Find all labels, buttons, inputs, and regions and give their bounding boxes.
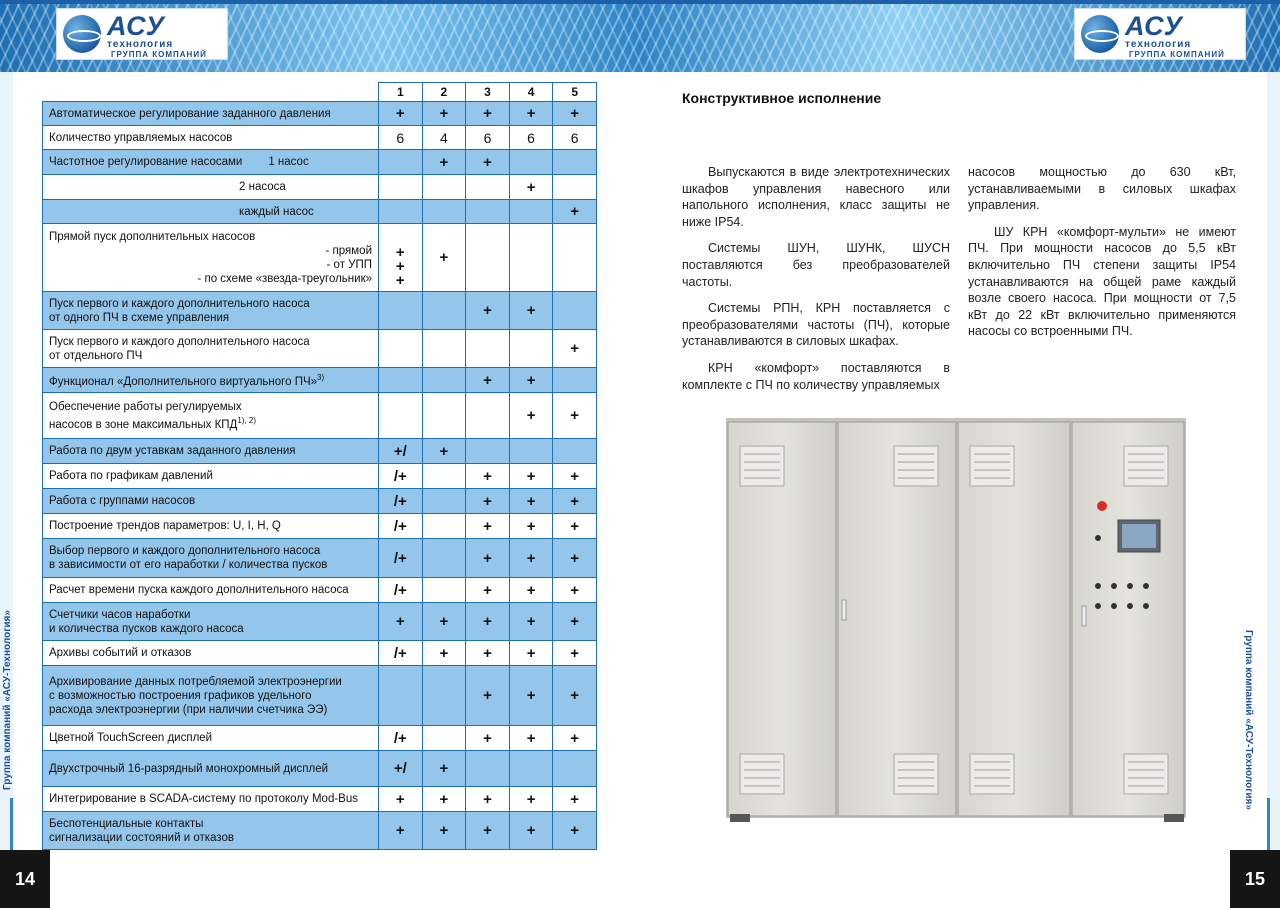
row-label (43, 330, 379, 368)
row-label (43, 539, 379, 578)
row-sublabel: 1 насос (268, 156, 309, 168)
row-value (509, 150, 553, 175)
row-value (422, 368, 466, 393)
row-value (422, 489, 466, 514)
row-value: /+ (379, 514, 423, 539)
row-value: + (509, 812, 553, 850)
column-header: 5 (553, 83, 597, 102)
row-label-text: Беспотенциальные контакты (49, 817, 204, 830)
header-top-bar (0, 0, 1280, 4)
row-value: + (553, 726, 597, 751)
table-row (43, 126, 597, 150)
row-value: + (509, 539, 553, 578)
row-value (553, 292, 597, 330)
table-row (43, 514, 597, 539)
row-label-text: Прямой пуск дополнительных насосов (49, 230, 256, 243)
table-row (43, 368, 597, 393)
table-row (43, 787, 597, 812)
row-sublabel: - от УПП (326, 258, 372, 271)
row-value (422, 539, 466, 578)
row-value: + (553, 489, 597, 514)
row-value: + + + (379, 224, 423, 292)
row-value: /+ (379, 464, 423, 489)
row-value (422, 393, 466, 439)
row-value (466, 751, 510, 787)
cabinet-photo (724, 410, 1188, 824)
paragraph: Системы РПН, КРН поставляется с преобразователями частоты (ПЧ), которые устанавливаются в силовых шкафах. (682, 301, 950, 349)
table-row (43, 578, 597, 603)
logo-name: АСУ (1125, 11, 1183, 41)
row-label-text: Архивы событий и отказов (49, 647, 192, 659)
logo-line1: технология (107, 39, 174, 50)
row-value (379, 368, 423, 393)
row-label-text-2: насосов в зоне максимальных КПД (49, 418, 238, 431)
row-value: + (553, 641, 597, 666)
row-value: + (553, 393, 597, 439)
row-value: /+ (379, 578, 423, 603)
row-label-text-2: от одного ПЧ в схеме управления (49, 311, 230, 324)
row-value: + (466, 578, 510, 603)
table-row (43, 812, 597, 850)
row-value: /+ (379, 726, 423, 751)
row-value: 6 (466, 126, 510, 150)
logo-right (1074, 8, 1246, 60)
side-caption-right: Группа компаний «АСУ-Технология» (1243, 630, 1254, 810)
row-value: + (509, 726, 553, 751)
row-value: 6 (379, 126, 423, 150)
row-label-text-2: в зависимости от его наработки / количества пусков (49, 559, 328, 571)
row-value (553, 368, 597, 393)
row-value: + (509, 464, 553, 489)
row-value (466, 175, 510, 200)
row-value (466, 393, 510, 439)
row-value: + (553, 514, 597, 539)
logo-left (56, 8, 228, 60)
row-label-text: Функционал «Дополнительного виртуального ПЧ» (49, 375, 318, 388)
row-value: + (466, 514, 510, 539)
row-label-text: Расчет времени пуска каждого дополнительного насоса (49, 584, 349, 596)
header-banner (0, 0, 1280, 72)
row-label-text: Количество управляемых насосов (49, 131, 233, 144)
row-label (43, 150, 379, 175)
text-column-2 (968, 164, 1236, 350)
row-value: + (553, 102, 597, 126)
row-label-text: Выбор первого и каждого дополнительного насоса (49, 545, 321, 557)
row-value (422, 200, 466, 224)
row-value (509, 200, 553, 224)
row-label-text: Работа по графикам давлений (49, 470, 213, 482)
row-value: + (422, 439, 466, 464)
row-label (43, 641, 379, 666)
row-value: /+ (379, 539, 423, 578)
row-value (509, 439, 553, 464)
row-value (553, 751, 597, 787)
row-label-text: Счетчики часов наработки (49, 608, 191, 621)
left-side-accent (10, 798, 13, 850)
paragraph: КРН «комфорт» поставляются в комплекте с ПЧ по количеству управляемых (682, 360, 950, 392)
row-value (422, 330, 466, 368)
column-header: 1 (379, 83, 423, 102)
row-value: + (509, 393, 553, 439)
row-value: + (466, 539, 510, 578)
row-label-text: Двухстрочный 16-разрядный монохромный дисплей (49, 762, 329, 775)
row-sublabel: каждый насос (239, 205, 314, 218)
row-value: + (553, 464, 597, 489)
row-value: + (422, 102, 466, 126)
row-value (379, 666, 423, 726)
row-label (43, 489, 379, 514)
row-value (466, 439, 510, 464)
row-value: +/ (379, 439, 423, 464)
page-number-right: 15 (1230, 850, 1280, 908)
row-label (43, 787, 379, 812)
row-label (43, 751, 379, 787)
row-value: + (509, 489, 553, 514)
logo-line2: ГРУППА КОМПАНИЙ (111, 50, 207, 59)
logo-line2: ГРУППА КОМПАНИЙ (1129, 50, 1225, 59)
side-caption-left: Группа компаний «АСУ-Технология» (2, 610, 13, 790)
globe-icon (1081, 15, 1119, 53)
row-label-text-2: с возможностью построения графиков удельного (49, 689, 312, 702)
row-value: + (466, 489, 510, 514)
row-value: /+ (379, 489, 423, 514)
row-label (43, 292, 379, 330)
row-value: + (466, 603, 510, 641)
row-value: + (379, 812, 423, 850)
row-value: + (466, 666, 510, 726)
row-label (43, 514, 379, 539)
row-label (43, 368, 379, 393)
table-header-blank (43, 83, 379, 102)
row-value: + (422, 787, 466, 812)
table-row (43, 726, 597, 751)
logo-name: АСУ (107, 11, 165, 41)
row-value: 4 (422, 126, 466, 150)
row-value (379, 150, 423, 175)
row-value: + (553, 539, 597, 578)
row-value (553, 175, 597, 200)
row-label-text: Автоматическое регулирование заданного давления (49, 107, 331, 120)
row-value: + (553, 603, 597, 641)
row-value: + (422, 812, 466, 850)
row-value (422, 464, 466, 489)
row-value: + (509, 666, 553, 726)
footnote-ref: 3) (317, 373, 325, 383)
row-value: 6 (553, 126, 597, 150)
row-value (466, 200, 510, 224)
row-label-text-3: расхода электроэнергии (при наличии счетчика ЭЭ) (49, 703, 328, 716)
row-value: + (466, 292, 510, 330)
row-sublabel: - прямой (325, 244, 372, 257)
row-value: +/ (379, 751, 423, 787)
row-value: + (422, 150, 466, 175)
table-row (43, 292, 597, 330)
row-value (553, 150, 597, 175)
row-label (43, 439, 379, 464)
row-value: + (553, 578, 597, 603)
row-value (466, 330, 510, 368)
row-label-text: Частотное регулирование насосами (49, 156, 243, 168)
row-label-text: Построение трендов параметров: U, I, H, Q (49, 520, 281, 532)
row-label (43, 666, 379, 726)
paragraph: Выпускаются в виде электротехнических шкафов управления навесного или напольного исполнения, класс защиты не ниже IP54. (682, 165, 950, 229)
row-label (43, 224, 379, 292)
row-value: + (379, 102, 423, 126)
row-value: + (466, 812, 510, 850)
row-label (43, 102, 379, 126)
row-value: + (553, 787, 597, 812)
text-column-1 (682, 164, 950, 403)
row-value: + (509, 102, 553, 126)
row-value (422, 578, 466, 603)
page-number-left: 14 (0, 850, 50, 908)
row-value (553, 224, 597, 292)
row-value: + (422, 603, 466, 641)
row-value (379, 330, 423, 368)
table-row (43, 603, 597, 641)
row-value: + (466, 102, 510, 126)
row-value (466, 224, 510, 292)
table-header-row (43, 83, 597, 102)
row-value: /+ (379, 641, 423, 666)
row-value: + (379, 787, 423, 812)
row-label-text: Работа по двум уставкам заданного давления (49, 445, 296, 457)
column-header: 3 (466, 83, 510, 102)
globe-icon (63, 15, 101, 53)
row-value (509, 330, 553, 368)
table-row (43, 489, 597, 514)
row-value: + (509, 292, 553, 330)
row-value: + (466, 464, 510, 489)
row-value: + (509, 175, 553, 200)
row-value: + (379, 603, 423, 641)
row-value: + (466, 150, 510, 175)
row-label (43, 200, 379, 224)
row-value: + (553, 666, 597, 726)
row-value (379, 175, 423, 200)
row-value: + (553, 200, 597, 224)
row-label (43, 464, 379, 489)
table-row (43, 439, 597, 464)
table-row (43, 102, 597, 126)
row-value: 6 (509, 126, 553, 150)
row-label-text: Архивирование данных потребляемой электроэнергии (49, 675, 342, 688)
row-value: + (466, 368, 510, 393)
column-header: 2 (422, 83, 466, 102)
cabinet-doors (728, 422, 1184, 816)
column-header: 4 (509, 83, 553, 102)
row-value: + (422, 641, 466, 666)
row-label (43, 812, 379, 850)
paragraph: Системы ШУН, ШУНК, ШУСН поставляются без преобразователей частоты. (682, 241, 950, 289)
table-row (43, 224, 597, 292)
spec-table-wrap (42, 82, 597, 850)
row-value: + (509, 514, 553, 539)
row-label (43, 175, 379, 200)
row-value (422, 666, 466, 726)
row-value (379, 200, 423, 224)
row-value: + (553, 812, 597, 850)
row-label-text: Интегрирование в SCADA-систему по протоколу Mod-Bus (49, 793, 358, 805)
row-value (422, 726, 466, 751)
row-label-text: Работа с группами насосов (49, 495, 196, 507)
paragraph: насосов мощностью до 630 кВт, устанавливаемыми в силовых шкафах управления. (968, 165, 1236, 213)
row-value (422, 175, 466, 200)
row-label-text: Пуск первого и каждого дополнительного насоса (49, 297, 310, 310)
row-value: + (422, 751, 466, 787)
row-value (509, 751, 553, 787)
table-row (43, 641, 597, 666)
row-value: + (509, 578, 553, 603)
row-label (43, 126, 379, 150)
table-row (43, 393, 597, 439)
row-value: + (553, 330, 597, 368)
row-sublabel: - по схеме «звезда-треугольник» (197, 272, 372, 285)
row-label-text-2: сигнализации состояний и отказов (49, 831, 234, 844)
table-row (43, 175, 597, 200)
row-label-text: Цветной TouchScreen дисплей (49, 732, 213, 744)
table-row (43, 330, 597, 368)
row-label (43, 726, 379, 751)
row-label-text-2: от отдельного ПЧ (49, 349, 143, 362)
footnote-ref: 1), 2) (237, 415, 257, 425)
row-value: + (466, 787, 510, 812)
row-label-text-2: и количества пусков каждого насоса (49, 622, 244, 635)
row-value (379, 393, 423, 439)
row-value (553, 439, 597, 464)
row-value (422, 514, 466, 539)
table-row (43, 200, 597, 224)
row-value (422, 292, 466, 330)
row-value (509, 224, 553, 292)
row-value: + (422, 224, 466, 292)
table-row (43, 150, 597, 175)
row-value: + (509, 603, 553, 641)
row-label (43, 603, 379, 641)
row-label (43, 393, 379, 439)
table-row (43, 539, 597, 578)
logo-line1: технология (1125, 39, 1192, 50)
row-value: + (509, 368, 553, 393)
row-sublabel: 2 насоса (239, 181, 286, 193)
right-side-accent (1267, 798, 1270, 850)
row-value: + (466, 641, 510, 666)
row-value: + (466, 726, 510, 751)
row-label-text: Обеспечение работы регулируемых (49, 400, 242, 413)
section-title: Конструктивное исполнение (682, 90, 882, 106)
table-row (43, 464, 597, 489)
paragraph: ШУ КРН «комфорт-мульти» не имеют ПЧ. При мощности насосов до 5,5 кВт включительно ПЧ степени защиты IP54 устанавливаются на общей раме каждый возле своего насоса. При мощности от 7,5 кВт до 22 кВт включительно применяются насосы со встроенными ПЧ. (968, 224, 1236, 339)
right-side-strip (1267, 72, 1280, 852)
row-value: + (509, 787, 553, 812)
table-row (43, 666, 597, 726)
row-value (379, 292, 423, 330)
spec-table (42, 82, 597, 850)
row-label (43, 578, 379, 603)
row-label-text: Пуск первого и каждого дополнительного насоса (49, 335, 310, 348)
table-row (43, 751, 597, 787)
row-value: + (509, 641, 553, 666)
